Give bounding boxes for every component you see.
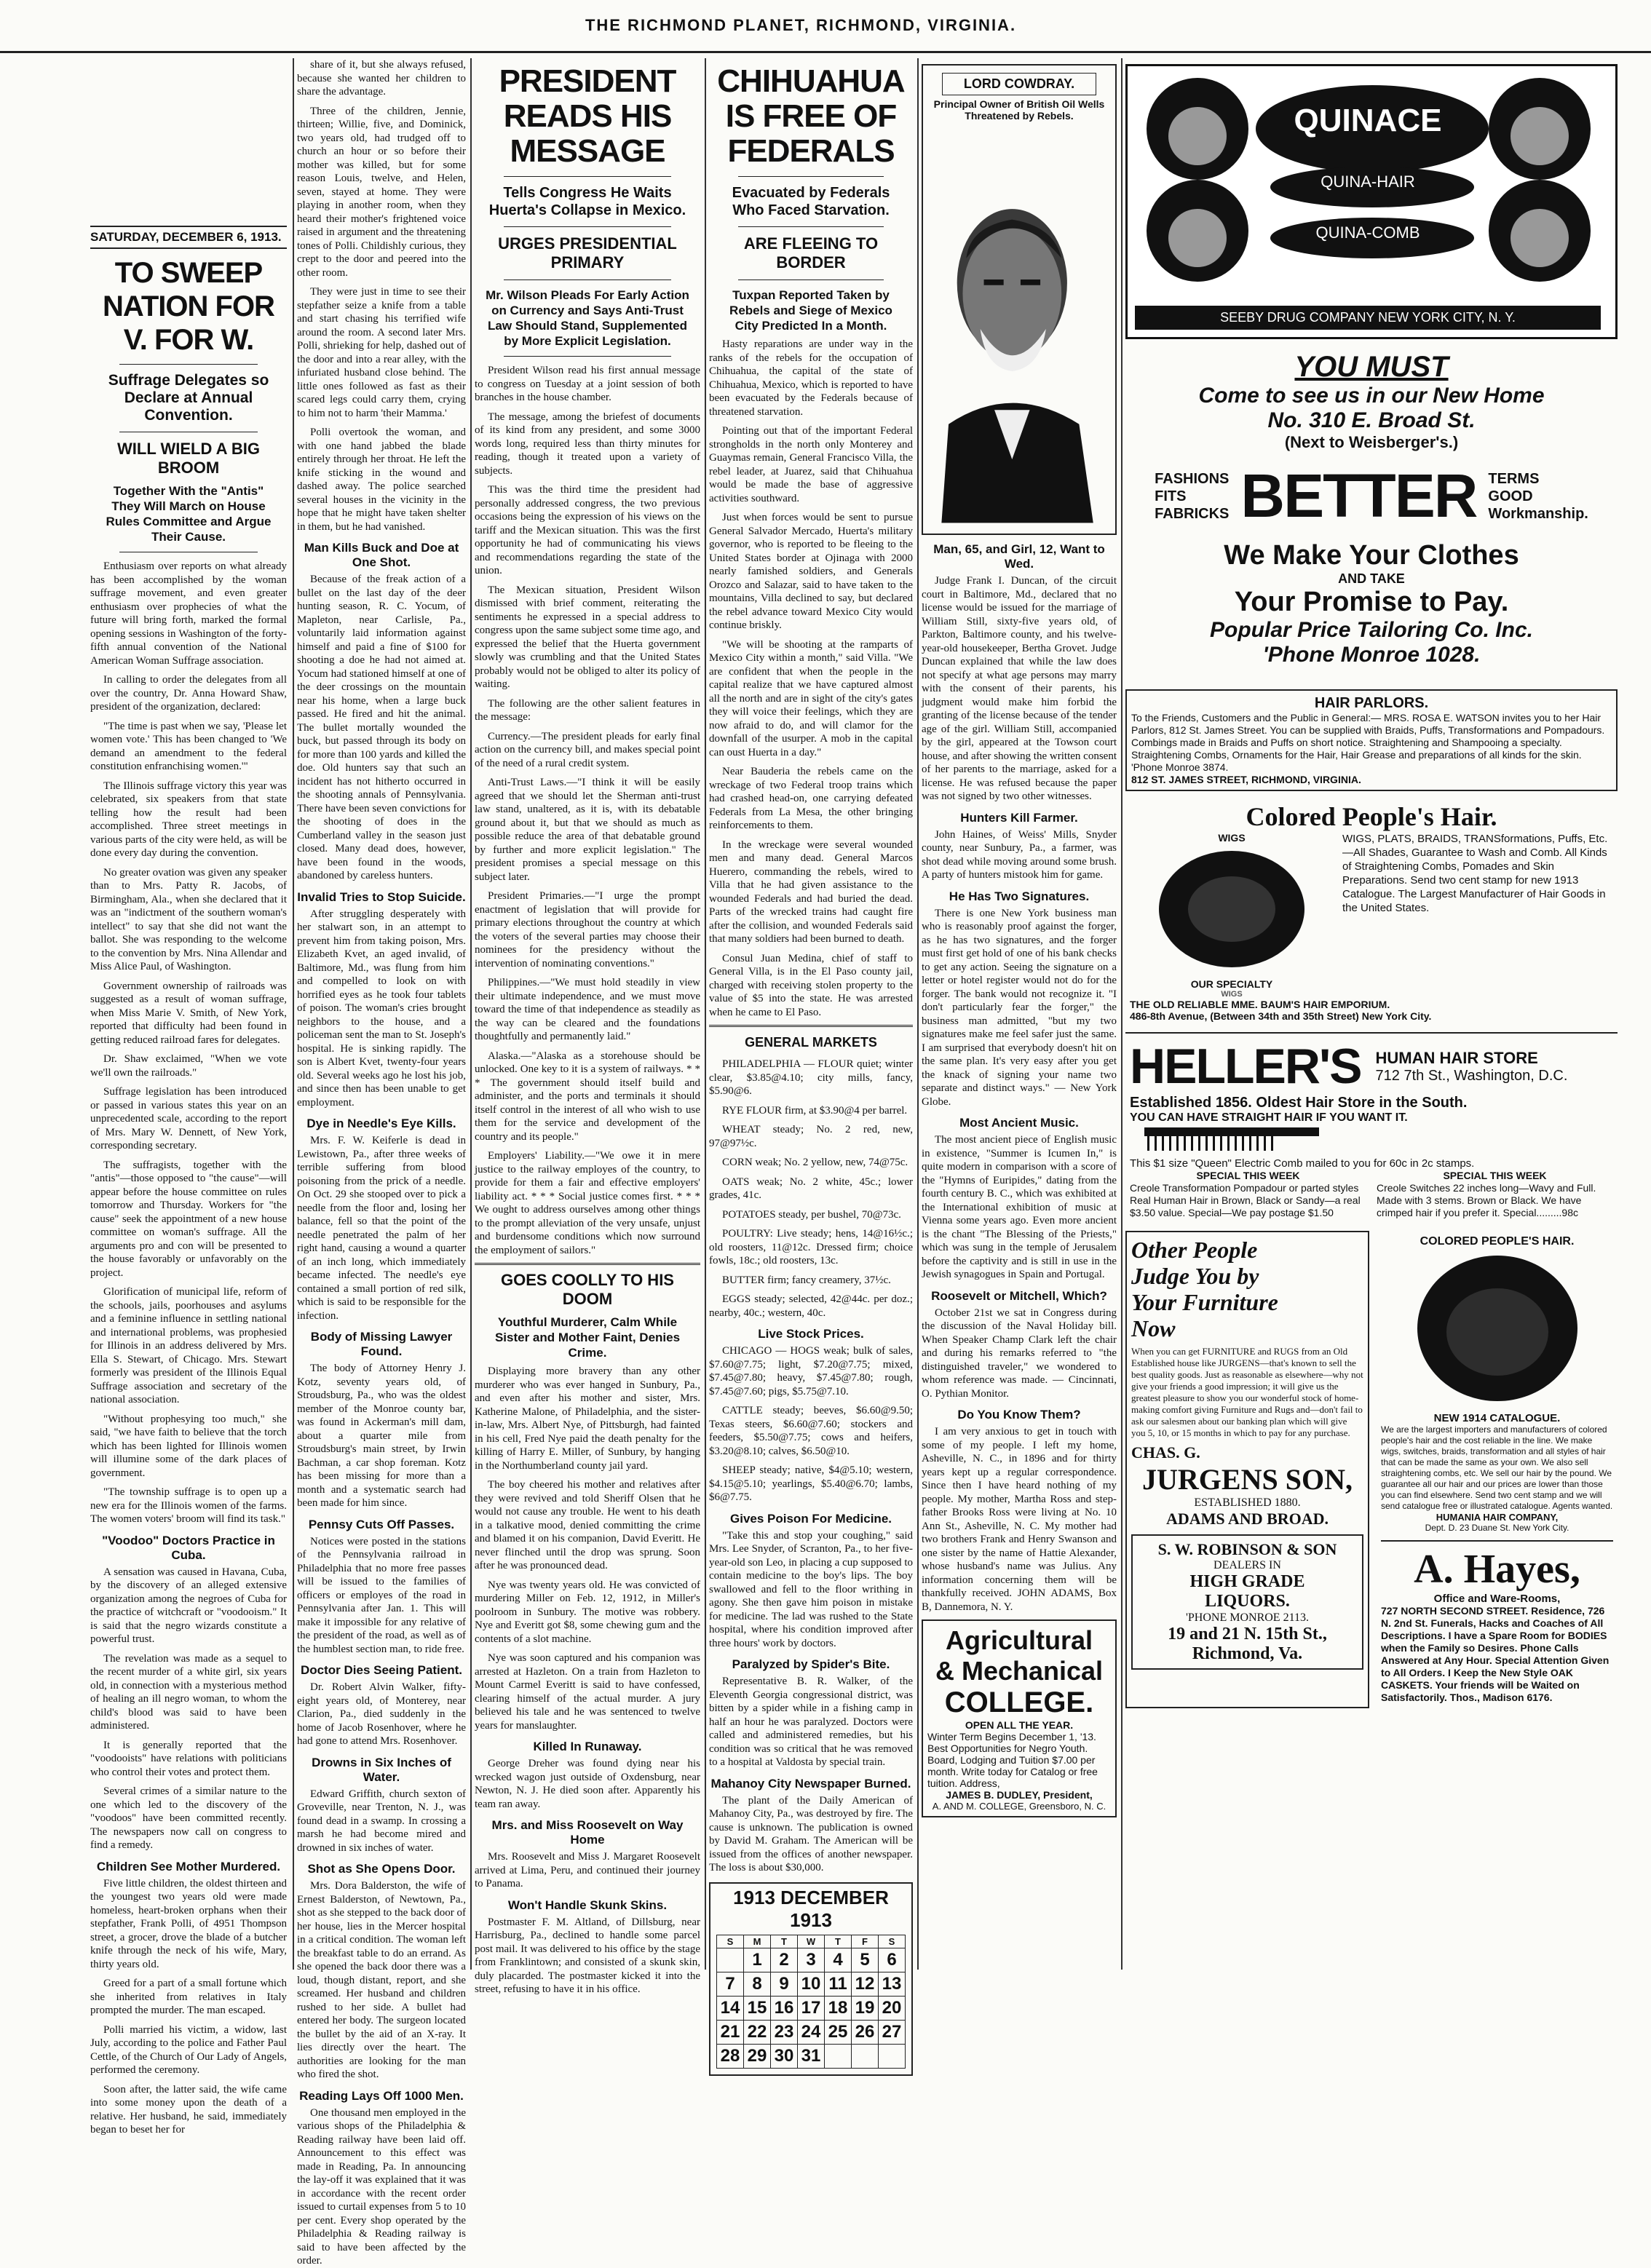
- college-text: Winter Term Begins December 1, '13. Best Opportunities for Negro Youth. Board, Lodging and Tuition $7.00 per month. Write today for Catalog or free tuition. Address,: [927, 1731, 1098, 1789]
- paragraph: The message, among the briefest of documents of its kind from any president, and some 3000 words long, required less than thirty minutes for reading, though it treated upon a variety of subjects.: [475, 411, 700, 477]
- article-suffrage: [90, 560, 287, 1526]
- robinson-city: Richmond, Va.: [1192, 1644, 1303, 1663]
- item-body: John Haines, of Weiss' Mills, Snyder county, near Sunbury, Pa., a farmer, was shot dead while moving around some brush. A party of hunters mistook him for game.: [922, 828, 1117, 881]
- humania-title: COLORED PEOPLE'S HAIR.: [1420, 1235, 1575, 1248]
- deck-chihuahua: Evacuated by Federals Who Faced Starvation.: [732, 185, 890, 218]
- article-runaway: George Dreher was found dying near his wrecked wagon just outside of Oxdensburg, near Newton, N. J. He died soon after. Apparently his team ran away.: [475, 1758, 700, 1810]
- item-headline: Do You Know Them?: [957, 1408, 1081, 1422]
- item-headline: Roosevelt or Mitchell, Which?: [931, 1288, 1107, 1303]
- hellers-comb-text: This $1 size "Queen" Electric Comb mailed to you for 60c in 2c stamps.: [1130, 1157, 1475, 1170]
- article-polli-continued: [297, 58, 466, 534]
- calendar-day: 6: [879, 1948, 906, 1972]
- market-line: POTATOES steady, per bushel, 70@73c.: [722, 1208, 901, 1221]
- column-rule: [470, 58, 472, 1970]
- paragraph: Nye was soon captured and his companion was arrested at Hazleton. On a train from Hazleton to Mount Carmel Everitt is said to have confessed, clearing himself of the actual murder. A jury believed his tale and he was sentenced to twelve years for manslaughter.: [475, 1652, 700, 1732]
- column-rule: [917, 58, 919, 1970]
- calendar-day: 13: [879, 1972, 906, 1996]
- quinine-brand: QUINACE: [1294, 103, 1442, 138]
- item-body: There is one New York business man who is reasonably proof against the forger, as he has two signatures, and the forger must first get hold of one of his bank checks to get any action. Seeing the signature on a letter or hotel register would not do for the forger. The bank would not recognize it. "I don't particularly fear the forger," the business man admitted, "but my two signatures make me feel safer just the same. I am surprised that everybody doesn't hit on the same plan. It's very easy after you get the knack of signing your name two separate and distinct ways." — New York Globe.: [922, 907, 1117, 1108]
- lower-ads-row: [1125, 1231, 1618, 1708]
- paragraph: It is generally reported that the "voodooists" have relations with politicians who control their votes and protect them.: [90, 1739, 287, 1778]
- paragraph: Soon after, the latter said, the wife came into some money upon the death of a relative. Her husband, he said, immediately began to beset her for: [90, 2083, 287, 2136]
- better-right-2: GOOD: [1488, 488, 1533, 504]
- colored-hair-title: Colored People's Hair.: [1246, 802, 1497, 831]
- market-reports: [709, 1058, 913, 1320]
- paragraph: They were just in time to see their stepfather seize a knife from a table and start chasing his terrified wife around the room. A second later Mrs. Polli, shrieking for help, dashed out of the door and into a rear alley, with the infuriated husband close behind. The little ones followed as fast as their scared legs could carry them, crying to him not to harm 'their Mamma.': [297, 286, 466, 419]
- calendar: [709, 1882, 913, 2076]
- paragraph: Several crimes of a similar nature to the one which led to the discovery of the "voodoos" have been committed recently. The newspapers now call on congress to find a remedy.: [90, 1785, 287, 1851]
- headline-suffrage: TO SWEEP NATION FOR V. FOR W.: [103, 257, 274, 356]
- headline-mahanoy: Mahanoy City Newspaper Burned.: [710, 1776, 911, 1791]
- calendar-day: 15: [744, 1996, 771, 2020]
- colored-hair-address: 486-8th Avenue, (Between 34th and 35th Street) New York City.: [1130, 1010, 1432, 1022]
- wig-illustration: [1137, 844, 1326, 975]
- colored-hair-ad: [1125, 797, 1618, 1026]
- column-rule: [705, 58, 706, 1970]
- calendar-day: 2: [771, 1948, 798, 1972]
- paragraph: Enthusiasm over reports on what already has been accomplished by the woman suffrage movement, and even greater enthusiasm over prophecies of what the future will bring forth, marked the formal opening sessions in Washington of the forty-fifth annual convention of the National American Woman Suffrage association.: [90, 560, 287, 667]
- item-body: The most ancient piece of English music in existence, "Summer is Icumen In," is quite modern in comparison with a score of the "Hymns of Euripides," dating from the fourth century B. C., which was exhibited at the International exhibition of music at Vienna some years ago. Even more ancient is the chant "The Blessing of the Priests," which was sung in the temple of Jerusalem before the captivity and is still in use in the Jewish synagogues in Spain and Portugal.: [922, 1134, 1117, 1280]
- deck-doom: Youthful Murderer, Calm While Sister and Mother Faint, Denies Crime.: [494, 1315, 681, 1360]
- wigs-label: WIGS: [1218, 832, 1246, 844]
- subhead-border: ARE FLEEING TO BORDER: [743, 234, 879, 271]
- deck-wilson: Mr. Wilson Pleads For Early Action on Currency and Says Anti-Trust Law Should Stand, Supplemented by More Explicit Legislation.: [486, 288, 689, 348]
- calendar-day: 3: [798, 1948, 825, 1972]
- jurgens-title-3: Your Furniture: [1131, 1289, 1278, 1315]
- headline-markets: GENERAL MARKETS: [745, 1035, 877, 1050]
- calendar-day: 26: [852, 2020, 879, 2044]
- calendar-day: [852, 2044, 879, 2068]
- portrait-title: LORD COWDRAY.: [942, 73, 1096, 95]
- clothes-line-3: Your Promise to Pay.: [1234, 587, 1509, 617]
- better-left-1: FASHIONS: [1155, 470, 1230, 487]
- article-spider: Representative B. R. Walker, of the Eleventh Georgia congressional district, was bitten by a spider while in a fishing camp in half an hour he was paralyzed. Doctors were called and administered remedies, but his condition was so critical that he was removed to a hospital at Valdosta by special train.: [709, 1676, 913, 1768]
- hayes-text: 727 NORTH SECOND STREET. Residence, 726 N. 2nd St. Funerals, Hacks and Coaches of All Descriptions. I have a Spare Room for BODIES when the Family so Desires. Phone Calls Answered at Any Hour. Special Attention Given to All Orders. I Keep the New Style OAK CASKETS. Your friends will be Waited on Satisfactorily. Thos., Madison 6176.: [1381, 1605, 1610, 1703]
- subhead-suffrage: Suffrage Delegates so Declare at Annual Convention.: [108, 372, 269, 424]
- paragraph: President Wilson read his first annual message to congress on Tuesday at a joint session of both branches in the house chamber.: [475, 365, 700, 403]
- hellers-ad: [1125, 1032, 1618, 1224]
- calendar-day-header: T: [825, 1935, 852, 1948]
- article-chihuahua: [709, 338, 913, 1019]
- hellers-store: HUMAN HAIR STORE: [1375, 1048, 1538, 1067]
- paragraph: A sensation was caused in Havana, Cuba, by the discovery of an alleged extensive organization among the negroes of Cuba for the practice of witchcraft or "voodooism." It is said that the negro wizards constitute a powerful trust.: [90, 1566, 287, 1645]
- subhead-primary: URGES PRESIDENTIAL PRIMARY: [498, 234, 677, 271]
- item-headline: Reading Lays Off 1000 Men.: [299, 2088, 464, 2103]
- item-body: After struggling desperately with her stalwart son, in an attempt to prevent him from taking poison, Mrs. Elizabeth Kvet, an aged invalid, of Baltimore, Md., was flung from him and compelled to look on with horrified eyes as he took four tablets of poison. The woman's cries brought neighbors to the house, and a policeman sent the man to St. Joseph's hospital. He is sinking rapidly. The son is Albert Kvet, twenty-four years old. Several weeks ago he lost his job, and since then has been unable to get employment.: [297, 908, 466, 1109]
- better-right-3: Workmanship.: [1488, 505, 1588, 522]
- market-line: BUTTER firm; fancy creamery, 37½c.: [722, 1274, 891, 1286]
- paragraph: This was the third time the president had personally addressed congress, the two previous occasions being the expression of his views on the tariff and the Mexican situation. This was the first opportunity he had of communicating his views and recommendations regarding the state of the union.: [475, 484, 700, 576]
- paragraph: The revelation was made as a sequel to the recent murder of a white girl, six years old, in connection with a mysterious method of healing an ill negro woman, to whom the child's blood was said to have been administered.: [90, 1652, 287, 1732]
- item-headline: Man Kills Buck and Doe at One Shot.: [304, 541, 459, 569]
- calendar-year-right: 1913: [790, 1908, 832, 1931]
- market-line: POULTRY: Live steady; hens, 14@16½c.; old roosters, 11@12c. Dressed firm; choice fowls, 18c.; old roosters, 13c.: [709, 1228, 913, 1266]
- paragraph: Greed for a part of a small fortune which she inherited from relatives in Italy prompted the murder. The man escaped.: [90, 1978, 287, 2016]
- new-home-ad: [1125, 351, 1618, 452]
- calendar-day: 12: [852, 1972, 879, 1996]
- calendar-day: 27: [879, 2020, 906, 2044]
- paragraph: share of it, but she always refused, because she wanted her children to share the advantage.: [297, 59, 466, 98]
- livestock-line: SHEEP steady; native, $4@5.10; western, $4.15@5.10; yearlings, $5.40@6.70; lambs, $6@7.75.: [709, 1464, 913, 1503]
- paragraph: Pointing out that of the important Federal strongholds in the north only Monterey and Guaymas remain, General Francisco Villa, the rebel leader, at Juarez, said that Chihuahua would be made the base of aggressive activities southward.: [709, 425, 913, 504]
- hayes-sub: Office and Ware-Rooms,: [1433, 1593, 1561, 1605]
- calendar-day: 10: [798, 1972, 825, 1996]
- college-address: A. AND M. COLLEGE, Greensboro, N. C.: [932, 1801, 1106, 1812]
- calendar-month: DECEMBER: [780, 1886, 889, 1908]
- paragraph: The boy cheered his mother and relatives after they were revived and told Sheriff Olsen that he would not cause any trouble. He went to his death in a talkative mood, denied committing the crime and blamed it on his companion, David Everitt. He never flinched until the drop was sprung. Soon after he was pronounced dead.: [475, 1479, 700, 1571]
- hellers-name: HELLER'S: [1130, 1039, 1361, 1094]
- calendar-day: 24: [798, 2020, 825, 2044]
- item-body: Notices were posted in the stations of the Pennsylvania railroad in Philadelphia that no more free passes will be issued to the families of officers or employes of the road in Pennsylvania after Jan. 1. This will make it impossible for any relative of the president of the road, as well as of the humblest section man, to ride free.: [297, 1535, 466, 1655]
- paragraph: No greater ovation was given any speaker than to Mrs. Patty R. Jacobs, of Birmingham, Ala., when she declared that it was an "indictment of the southern woman's intellect" to say that she did not want the ballot. She was responding to the welcome to the convention by Mrs. Nina Allendar and Miss Alice Paul, of Washington.: [90, 866, 287, 972]
- college-line4: OPEN ALL THE YEAR.: [965, 1719, 1074, 1731]
- paragraph: Five little children, the oldest thirteen and the youngest two years old were made homeless, heart-broken orphans when their stepfather, Frank Polli, of 4951 Thompson street, a grocer, drove the blade of a butcher knife through the neck of his wife, Mary, thirty years old.: [90, 1877, 287, 1970]
- item-headline: Most Ancient Music.: [959, 1116, 1079, 1130]
- item-body: Mrs. Dora Balderston, the wife of Ernest Balderston, of Newtown, Pa., shot as she stepped to the back door of her house, lies in the Mercer hospital in a critical condition. The woman left the breakfast table to do an errand. As she opened the back door there was a loud, though distant, report, and she screamed. Her husband and children rushed to her side. A bullet had entered her body. The surgeon located the bullet by the aid of an X-ray. It lies directly over the heart. The authorities are looking for the man who fired the shot.: [297, 1880, 466, 2080]
- hayes-name: A. Hayes,: [1414, 1547, 1580, 1592]
- calendar-day: 17: [798, 1996, 825, 2020]
- portrait-subtitle: Principal Owner of British Oil Wells Threatened by Rebels.: [933, 98, 1105, 122]
- colored-hair-text: WIGS, PLATS, BRAIDS, TRANSformations, Puffs, Etc.—All Shades, Guarantee to Wash and Comb. All Kinds of Straightening Combs, Pomades and Skin Preparations. Send two cent stamp for new 1913 Catalogue. The Largest Manufacturer of Hair Goods in the United States.: [1342, 833, 1608, 914]
- hellers-left-text: Creole Transformation Pompadour or parted styles Real Human Hair in Brown, Black or Sandy—a real $3.50 value. Special—We pay postage $1.50: [1130, 1182, 1361, 1218]
- hayes-ad: [1381, 1540, 1613, 1704]
- humania-wig-illustration: [1388, 1248, 1607, 1408]
- market-line: CORN weak; No. 2 yellow, new, 74@75c.: [722, 1157, 908, 1168]
- calendar-day-header: W: [798, 1935, 825, 1948]
- paragraph: The Illinois suffrage victory this year was celebrated, six speakers from that state telling how the result had been accomplished. Three street meetings in various parts of the city were held, as will be done every day during the convention.: [90, 780, 287, 859]
- calendar-day: 22: [744, 2020, 771, 2044]
- better-left-2: FITS: [1155, 488, 1187, 504]
- calendar-day: 18: [825, 1996, 852, 2020]
- calendar-day: 19: [852, 1996, 879, 2020]
- calendar-day: 11: [825, 1972, 852, 1996]
- paragraph: Just when forces would be sent to pursue General Salvador Mercado, Huerta's military governor, who is reported to be fleeing to the United States border at Ojinaga with 2000 nearly famished soldiers, and Generals Orozco and Salazar, said to have taken to the mountains, Villa declined to say, but declared the rebel advance toward Mexico City would continue briskly.: [709, 512, 913, 631]
- robinson-line2: HIGH GRADE: [1189, 1572, 1305, 1591]
- paragraph: The Mexican situation, President Wilson dismissed with brief comment, reiterating the sentiments he expressed in a special address to congress upon the same subject some time ago, and expressed the belief that the Huerta government slowly was crumbling and that the United States probably would not be obliged to alter its policy of waiting.: [475, 584, 700, 690]
- better-left-3: FABRICKS: [1155, 505, 1230, 522]
- item-headline: Body of Missing Lawyer Found.: [310, 1330, 453, 1358]
- subhead-broom: WILL WIELD A BIG BROOM: [117, 440, 260, 477]
- paragraph: "Without prophesying too much," she said, "we have faith to believe that the torch which has been lighted for Illinois women will illumine some of the dark places of government.: [90, 1413, 287, 1479]
- paragraph: President Primaries.—"I urge the prompt enactment of legislation that will provide for primary elections throughout the country at which the voters of the several parties may choose their nominees for the presidency without the intervention of nominating conventions.": [475, 890, 700, 970]
- item-body: Judge Frank I. Duncan, of the circuit court in Baltimore, Md., declared that no license would be issued for the marriage of William Still, sixty-five years old, of Parkton, Baltimore county, and his twelve-year-old housekeeper, Bertha Grovet. Judge Duncan explained that while the law does not specify at what age persons may marry with the consent of their parents, his judgment would make him forbid the granting of the license because of the tender age of the girl. William Still, accompanied by the girl, appeared at the Towson court house, and after showing the written consent of her parents to the marriage, asked for a license. He was refused because the paper was not signed by two other witnesses.: [922, 575, 1117, 802]
- paragraph: Dr. Shaw exclaimed, "When we vote we'll own the railroads.": [90, 1053, 287, 1079]
- calendar-day: 9: [771, 1972, 798, 1996]
- masthead-title: THE RICHMOND PLANET, RICHMOND, VIRGINIA.: [585, 16, 1017, 34]
- tailoring-phone: 'Phone Monroe 1028.: [1262, 643, 1481, 667]
- article-doom: [475, 1365, 700, 1732]
- column-2: [297, 58, 466, 2267]
- clothes-line-2: AND TAKE: [1338, 571, 1405, 586]
- paragraph: The following are the other salient features in the message:: [475, 697, 700, 723]
- headline-roosevelt: Mrs. and Miss Roosevelt on Way Home: [491, 1818, 684, 1847]
- paragraph: Displaying more bravery than any other murderer who was ever hanged in Sunbury, Pa., and even after his mother and sister, Mrs. Katherine Malone, of Philadelphia, and the sister-in-law, Mrs. Albert Nye, of Pittsburgh, had fainted in his cell, Fred Nye paid the death penalty for the killing of Harry E. Miller, of Sunbury, by hanging in the Northumberland county jail yard.: [475, 1365, 700, 1472]
- hair-parlors-title: HAIR PARLORS.: [1314, 695, 1429, 711]
- deck-suffrage: Together With the "Antis" They Will March on House Rules Committee and Argue Their Cause.: [106, 484, 272, 544]
- column-5: [922, 58, 1117, 1970]
- college-signature: JAMES B. DUDLEY, President,: [946, 1789, 1093, 1801]
- calendar-day-header: S: [717, 1935, 744, 1948]
- quinine-line-2: QUINA-COMB: [1315, 223, 1420, 242]
- better-word: BETTER: [1240, 461, 1477, 530]
- calendar-week: [717, 1948, 906, 1972]
- item-headline: Dye in Needle's Eye Kills.: [306, 1117, 456, 1130]
- robinson-line3: LIQUORS.: [1205, 1592, 1290, 1611]
- paragraph: Suffrage legislation has been introduced or passed in various states this year on an unprecedented scale, according to the report of Mrs. Mary W. Dennett, of New York, corresponding secretary.: [90, 1086, 287, 1151]
- new-home-note: (Next to Weisberger's.): [1284, 433, 1459, 451]
- calendar-day: [825, 2044, 852, 2068]
- portrait-illustration: [927, 122, 1111, 529]
- college-ad: [922, 1619, 1117, 1817]
- headline-runaway: Killed In Runaway.: [533, 1740, 642, 1753]
- article-children: [90, 1877, 287, 2137]
- paragraph: Anti-Trust Laws.—"I think it will be easily agreed that we should let the Sherman anti-trust law stand, unaltered, as it is, with its debatable ground about it, but that we should as much as possible reduce the area of that debatable ground by further and more explicit legislation." The president promises a special message on this subject later.: [475, 777, 700, 883]
- robinson-phone: 'PHONE MONROE 2113.: [1186, 1611, 1309, 1624]
- college-line3: COLLEGE.: [944, 1686, 1094, 1718]
- specialty-label: OUR SPECIALTY: [1190, 978, 1273, 990]
- clothes-ad: [1125, 540, 1618, 667]
- item-body: October 21st we sat in Congress during the discussion of the Naval Holiday bill. When Speaker Champ Clark left the chair and during his remarks referred to "the distinguished traveler," we wondered to whom reference was made. — Cincinnati, O. Pythian Monitor.: [922, 1307, 1117, 1400]
- headline-poison: Gives Poison For Medicine.: [730, 1511, 892, 1526]
- item-headline: He Has Two Signatures.: [949, 889, 1090, 903]
- hellers-established: Established 1856. Oldest Hair Store in the South.: [1130, 1095, 1468, 1111]
- column-rule: [293, 58, 294, 1970]
- calendar-day: 8: [744, 1972, 771, 1996]
- paragraph: Near Bauderia the rebels came on the wreckage of two Federal troop trains which had crashed head-on, one carrying defeated Federals from La Mesa, the other bringing reinforcements to them.: [709, 766, 913, 831]
- news-items-col5: [922, 542, 1117, 1614]
- column-6: [1125, 58, 1618, 1970]
- calendar-day: 16: [771, 1996, 798, 2020]
- calendar-day: 7: [717, 1972, 744, 1996]
- headline-voodoo: "Voodoo" Doctors Practice in Cuba.: [102, 1533, 275, 1562]
- headline-livestock: Live Stock Prices.: [758, 1327, 864, 1341]
- paragraph: Polli married his victim, a widow, last July, according to the police and Father Paul Cettle, of the Church of Our Lady of Angels, performed the ceremony.: [90, 2023, 287, 2076]
- calendar-day-header: T: [771, 1935, 798, 1948]
- market-line: OATS weak; No. 2 white, 45c.; lower grades, 41c.: [709, 1175, 913, 1201]
- calendar-week: [717, 2020, 906, 2044]
- college-line1: Agricultural: [945, 1625, 1093, 1655]
- jurgens-title-4: Now: [1131, 1315, 1176, 1341]
- calendar-day: [879, 2044, 906, 2068]
- paragraph: "The township suffrage is to open up a new era for the Illinois women of the farms. The women voters' broom will find its task.": [90, 1486, 287, 1525]
- hellers-right-text: Creole Switches 22 inches long—Wavy and Full. Made with 3 stems. Brown or Black. We have crimped hair if you prefer it. Special.........98c: [1377, 1182, 1596, 1218]
- calendar-week: [717, 1972, 906, 1996]
- calendar-day: [717, 1948, 744, 1972]
- jurgens-ad: [1125, 1231, 1369, 1708]
- paragraph: Glorification of municipal life, reform of the schools, jails, poorhouses and asylums and a feminine influence in settling national and international problems, was prophesied for Illinois in an address delivered by Mrs. Ella S. Stewart, of Chicago. Mrs. Stewart formerly was president of the Illinois Equal Suffrage association and secretary of the national association.: [90, 1286, 287, 1405]
- better-right-1: TERMS: [1488, 470, 1540, 487]
- item-body: One thousand men employed in the various shops of the Philadelphia & Reading railway have been laid off. Announcement to this effect was made in Reading, Pa. In announcing the lay-off it was explained that it was in accordance with the recent order issued to curtail expenses from 5 to 10 per cent. Every shop operated by the Philadelphia & Reading railway is said to have been affected by the order.: [297, 2106, 466, 2267]
- new-home-line-1: Come to see us in our New Home: [1198, 384, 1545, 408]
- calendar-week: [717, 1996, 906, 2020]
- jurgens-title-2: Judge You by: [1131, 1263, 1259, 1289]
- article-roosevelt: Mrs. Roosevelt and Miss J. Margaret Roosevelt arrived at Lima, Peru, and continued their journey to Panama.: [475, 1851, 700, 1890]
- column-4: [709, 58, 913, 2066]
- robinson-ad: [1131, 1534, 1363, 1670]
- paragraph: Alaska.—"Alaska as a storehouse should be unlocked. One key to it is a system of railways. * * * The government should itself build and administer, and the ports and terminals it should itself control in the interest of all who wish to use them for the service and development of the country and its people.": [475, 1050, 700, 1143]
- calendar-day: 21: [717, 2020, 744, 2044]
- item-body: I am very anxious to get in touch with some of my people. I left my home, Asheville, N. C., in 1896 and for thirty years kept up a regular correspondence. Since then I have heard nothing of my people. My mother, Martha Ross and step-father Brooks Ross were living at No. 10 Ann St., Asheville, N. C. My mother had two brothers Frank and Henry Swanson and one sister by the name of Hattie Alexander, whose husband's name was Julius. Any information concerning them will be thankfully received. JOHN ADAMS, Box B, Dannemora, N. Y.: [922, 1426, 1117, 1613]
- robinson-name: S. W. ROBINSON & SON: [1157, 1540, 1337, 1558]
- calendar-day: 30: [771, 2044, 798, 2068]
- paragraph: In the wreckage were several wounded men and many dead. General Marcos Huerero, commanding the rebels, wired to Villa that he had given assistance to the wounded Federals and had buried the dead. Parts of the wrecked trains had caught fire after the collision, and wounded Federals said that many soldiers had been burned to death.: [709, 838, 913, 945]
- hair-parlors-ad: [1125, 689, 1618, 791]
- article-poison: "Take this and stop your coughing," said Mrs. Lee Snyder, of Scranton, Pa., to her five-year-old son Leo, in placing a cup supposed to contain medicine to the boy's lips. The boy swallowed and fell to the floor writhing in agony. She then gave him poison in mistake for medicine. The lad was rushed to the State hospital, where his condition improved after three hours' work by doctors.: [709, 1529, 913, 1649]
- item-body: Dr. Robert Alvin Walker, fifty-eight years old, of Monterey, near Clarion, Pa., died suddenly in the home of Jacob Rosenhover, where he had gone to attend Mrs. Rosenhover.: [297, 1681, 466, 1747]
- calendar-day: 1: [744, 1948, 771, 1972]
- quinine-footer: SEEBY DRUG COMPANY NEW YORK CITY, N. Y.: [1135, 306, 1601, 330]
- paragraph: Hasty reparations are under way in the ranks of the rebels for the occupation of Chihuahua, the capital of the state of Chihuahua, Mexico, which is reported to have been evacuated by the Federals because of threatened starvation.: [709, 338, 913, 418]
- item-headline: Drowns in Six Inches of Water.: [312, 1755, 451, 1784]
- paragraph: Polli overtook the woman, and with one hand jabbed the blade entirely through her throat. He left the knife sticking in the wound and dashed away. The police searched several houses in the vicinity in the hope that he might have taken shelter in them, but he had vanished.: [297, 427, 466, 533]
- headline-doom: GOES COOLLY TO HIS DOOM: [501, 1271, 674, 1308]
- humania-text: We are the largest importers and manufacturers of colored people's hair and the cost reliable in the line. We make wigs, switches, braids, transformation and all styles of hair that can be made the same as your own. We also sell straightening combs, etc. We sell our hair by the pound. We guarantee all our hair and our prices are lower than those you can find elsewhere. Send two cent stamp and we will send catalogue free or illustrated catalogue. Agents wanted.: [1381, 1424, 1613, 1511]
- humania-ad: [1377, 1231, 1618, 1708]
- item-headline: Man, 65, and Girl, 12, Want to Wed.: [933, 542, 1105, 571]
- calendar-day: 25: [825, 2020, 852, 2044]
- market-line: EGGS steady; selected, 42@44c. per doz.; nearby, 40c.; western, 40c.: [709, 1293, 913, 1319]
- humania-catalogue: NEW 1914 CATALOGUE.: [1433, 1412, 1561, 1424]
- article-mahanoy: The plant of the Daily American of Mahanoy City, Pa., was destroyed by fire. The cause is unknown. The publication is owned by David M. Graham. The American will be issued from the offices of another newspaper. The loss is about $30,000.: [709, 1794, 913, 1874]
- jurgens-name-2: JURGENS SON,: [1142, 1463, 1353, 1496]
- calendar-week: [717, 2044, 906, 2068]
- headline-children: Children See Mother Murdered.: [96, 1859, 281, 1874]
- better-ad: [1125, 461, 1618, 531]
- jurgens-text: When you can get FURNITURE and RUGS from an Old Established house like JURGENS—that's known to sell the best quality goods. Just as reasonable as elsewhere—why not give your friends a good impression; it will give us the greatest pleasure to show you our wonderful stock of home-making comfort giving Furniture and Rugs and—don't fail to ask our salesmen about our banking plan which will give you 5, 10, or 15 months in which to pay for any purchase.: [1131, 1346, 1363, 1438]
- paragraph: Employers' Liability.—"We owe it in mere justice to the railway employes of the country, to provide for them a fair and effective employers' liability act. * * * Social justice comes first. * * * We ought to address ourselves among other things to the prompt alleviation of the very unsafe, unjust and burdensome conditions which now surround the employment of sailors.": [475, 1150, 700, 1256]
- headline-chihuahua: CHIHUAHUA IS FREE OF FEDERALS: [717, 63, 905, 169]
- jurgens-established: ESTABLISHED 1880.: [1194, 1496, 1301, 1509]
- paragraph: Currency.—The president pleads for early final action on the currency bill, and makes special point of the need of a rural credit system.: [475, 730, 700, 769]
- item-body: The body of Attorney Henry J. Kotz, seventy years old, of Stroudsburg, Pa., who was the oldest member of the Monroe county bar, was found in Ackerman's mill dam, about a quarter mile from Stroudsburg's main street, by Irwin Bachman, a car shop foreman. Kotz has been missing for more than a month and a systematic search had been made for him since.: [297, 1363, 466, 1509]
- deck-tuxpan: Tuxpan Reported Taken by Rebels and Siege of Mexico City Predicted In a Month.: [729, 288, 892, 333]
- item-headline: Pennsy Cuts Off Passes.: [308, 1517, 455, 1531]
- paragraph: The suffragists, together with the "antis"—those opposed to "the cause"—will appear before the house committee on rules tomorrow and Thursday. Workers for "the cause" seek the appointment of a new house committee on woman's suffrage. All the arguments pro and con will be presented to the house favorably or unfavorably on the project.: [90, 1159, 287, 1279]
- market-line: WHEAT steady; No. 2 red, new, 97@97½c.: [709, 1124, 913, 1149]
- news-items: [297, 541, 466, 2268]
- quinine-ad: [1125, 64, 1618, 339]
- market-line: PHILADELPHIA — FLOUR quiet; winter clear, $3.85@4.10; city mills, fancy, $5.90@6.: [709, 1058, 913, 1097]
- hellers-address: 712 7th St., Washington, D.C.: [1375, 1067, 1568, 1084]
- colored-hair-footer: THE OLD RELIABLE MME. BAUM'S HAIR EMPORIUM.: [1130, 999, 1390, 1010]
- masthead: [0, 0, 1651, 53]
- wigs-side-label: WIGS: [1221, 990, 1243, 999]
- article-president: [475, 364, 700, 1257]
- calendar-day: 20: [879, 1996, 906, 2020]
- article-skunk: Postmaster F. M. Altland, of Dillsburg, near Harrisburg, Pa., declined to handle some parcel post mail. It was delivered to his office by the stage from Franklintown; and consisted of a skunk skin, duly placarded. The postmaster kicked it into the street, refusing to have it in his office.: [475, 1916, 700, 1995]
- comb-illustration: [1130, 1125, 1610, 1154]
- deck-president: Tells Congress He Waits Huerta's Collapse in Mexico.: [488, 185, 686, 218]
- item-headline: Shot as She Opens Door.: [307, 1862, 456, 1876]
- item-headline: Doctor Dies Seeing Patient.: [301, 1663, 462, 1677]
- paragraph: Nye was twenty years old. He was convicted of murdering Miller on Feb. 12, 1912, in Miller's poolroom in Sunbury. The motive was robbery. Nye and Everitt got $8, some chewing gum and the contents of a slot machine.: [475, 1579, 700, 1645]
- paragraph: Government ownership of railroads was suggested as a result of woman suffrage, when Miss Marie V. Smith, of New York, reported that difficulty had been found in getting reduced railroad fares for delegates.: [90, 980, 287, 1046]
- calendar-day: 23: [771, 2020, 798, 2044]
- livestock-line: CATTLE steady; beeves, $6.60@9.50; Texas steers, $6.60@7.60; stockers and feeders, $5.50@7.75; cows and heifers, $3.20@8.10; calves, $6.50@10.: [709, 1405, 913, 1457]
- column-rule: [1121, 58, 1123, 1970]
- paragraph: "We will be shooting at the ramparts of Mexico City within a month," said Villa. "We are confident that when the people in the capital realize that we have captured almost all the north and are in sight of the city's gates they will voice their feelings, which they are now afraid to do, and will clamor for the downfall of the usurper. A mob in the capital can oust Huerta in a day.": [709, 638, 913, 758]
- paragraph: Consul Juan Medina, chief of staff to General Villa, is in the El Paso county jail, charged with receiving stolen property to the value of $5 into the state. He was arrested when he came to El Paso.: [709, 952, 913, 1018]
- hellers-left-hed: SPECIAL THIS WEEK: [1196, 1170, 1300, 1181]
- livestock-reports: [709, 1344, 913, 1504]
- paragraph: "The time is past when we say, 'Please let women vote.' This has been changed to 'We demand an amendment to the federal constitution enfranchising women.'": [90, 720, 287, 772]
- headline-spider: Paralyzed by Spider's Bite.: [732, 1657, 890, 1671]
- item-body: Mrs. F. W. Keiferle is dead in Lewistown, Pa., after three weeks of terrible suffering from blood poisoning from the prick of a needle. On Oct. 29 she stooped over to pick a needle from the floor and, losing her balance, fell so that the point of the needle penetrated the palm of her right hand, causing a wound a quarter of an inch long, which immediately became infected. The needle's eye contained a small portion of red silk, which is said to be responsible for the infection.: [297, 1135, 466, 1322]
- quinine-line-1: QUINA-HAIR: [1321, 173, 1415, 191]
- new-home-line-2: No. 310 E. Broad St.: [1267, 408, 1476, 432]
- clothes-line-1: We Make Your Clothes: [1224, 540, 1519, 571]
- humania-company: HUMANIA HAIR COMPANY,: [1436, 1512, 1559, 1523]
- market-line: RYE FLOUR firm, at $3.90@4 per barrel.: [722, 1104, 908, 1117]
- item-headline: Invalid Tries to Stop Suicide.: [297, 889, 466, 904]
- humania-address: Dept. D. 23 Duane St. New York City.: [1425, 1523, 1569, 1533]
- calendar-day: 5: [852, 1948, 879, 1972]
- jurgens-address: ADAMS AND BROAD.: [1165, 1510, 1329, 1528]
- college-line2: & Mechanical: [935, 1656, 1104, 1686]
- calendar-day-header: S: [879, 1935, 906, 1948]
- item-body: Edward Griffith, church sexton of Groveville, near Trenton, N. J., was found dead in a swamp. In crossing a marsh he had become mired and drowned in six inches of water.: [297, 1788, 466, 1854]
- tailoring-name: Popular Price Tailoring Co. Inc.: [1210, 618, 1533, 642]
- hair-parlors-text: To the Friends, Customers and the Public in General:— MRS. ROSA E. WATSON invites you to her Hair Parlors, 812 St. James Street. You can be supplied with Braids, Puffs, Transformations and Pompadours. Combings made in Braids and Puffs on short notice. Straightening and Shampooing a specialty. Straightening Combs, Ornaments for the Hair, Hair Grease and preparations of all kinds for the skin. 'Phone Monroe 3874.: [1131, 712, 1605, 773]
- hellers-right-hed: SPECIAL THIS WEEK: [1443, 1170, 1547, 1181]
- calendar-day: 29: [744, 2044, 771, 2068]
- hair-parlors-address: 812 ST. JAMES STREET, RICHMOND, VIRGINIA.: [1131, 774, 1361, 785]
- calendar-grid: [716, 1935, 906, 2069]
- calendar-day-header: M: [744, 1935, 771, 1948]
- calendar-day: 31: [798, 2044, 825, 2068]
- headline-skunk: Won't Handle Skunk Skins.: [507, 1898, 668, 1912]
- livestock-line: CHICAGO — HOGS weak; bulk of sales, $7.60@7.75; light, $7.20@7.75; mixed, $7.45@7.80; heavy, $7.45@7.80; rough, $7.45@7.60; pigs, $5.75@7.10.: [709, 1345, 913, 1397]
- jurgens-name-1: CHAS. G.: [1131, 1443, 1200, 1462]
- robinson-address: 19 and 21 N. 15th St.,: [1168, 1625, 1327, 1643]
- article-voodoo: [90, 1566, 287, 1852]
- portrait-box: [922, 64, 1117, 535]
- column-1: [90, 58, 287, 2136]
- hellers-tagline: YOU CAN HAVE STRAIGHT HAIR IF YOU WANT IT.: [1130, 1111, 1408, 1124]
- column-3: [475, 58, 700, 1995]
- paragraph: Three of the children, Jennie, thirteen; Willie, five, and Dominick, two years old, had trudged off to church an hour or so before their mother was killed, but for some reason Louis, twelve, and Helen, seven, stayed at home. They were playing in another room, when they heard their mother's frightened voice raised in argument and the threatening tones of Polli. Childishly curious, they crept to the door and peered into the other room.: [297, 105, 466, 279]
- headline-president: PRESIDENT READS HIS MESSAGE: [499, 63, 676, 169]
- calendar-day: 14: [717, 1996, 744, 2020]
- robinson-line1: DEALERS IN: [1213, 1559, 1281, 1571]
- new-home-title: YOU MUST: [1294, 351, 1449, 383]
- jurgens-title-1: Other People: [1131, 1237, 1258, 1263]
- calendar-day: 28: [717, 2044, 744, 2068]
- paragraph: Philippines.—"We must hold steadily in view their ultimate independence, and we must move toward the time of that independence as steadily as the way can be cleared and the foundations thoughtfully and permanently laid.": [475, 977, 700, 1042]
- calendar-year-left: 1913: [733, 1886, 775, 1908]
- dateline: SATURDAY, DECEMBER 6, 1913.: [90, 226, 287, 249]
- item-body: Because of the freak action of a bullet on the last day of the deer hunting season, R. C. Yocum, of Mapleton, near Carlisle, Pa., voluntarily laid information against himself and paid a fine of $100 for shooting a doe he had not aimed at. Yocum had stationed himself at one of the deer crossings on the mountain near his home, when a large buck passed. He fired and hit the animal. The bullet mortally wounded the buck, but passed through its body on for more than 100 yards and killed the doe. Old hunters say that such an incident has not hitherto occurred in the shooting annals of Pennsylvania. There have been seven convictions for the shooting of does in the Cumberland valley in the season just closed. Many dead does, however, have been found in the woods, abandoned by careless hunters.: [297, 574, 466, 881]
- item-headline: Hunters Kill Farmer.: [960, 810, 1078, 825]
- calendar-day: 4: [825, 1948, 852, 1972]
- paragraph: In calling to order the delegates from all over the country, Dr. Anna Howard Shaw, president of the organization, declared:: [90, 674, 287, 713]
- calendar-day-header: F: [852, 1935, 879, 1948]
